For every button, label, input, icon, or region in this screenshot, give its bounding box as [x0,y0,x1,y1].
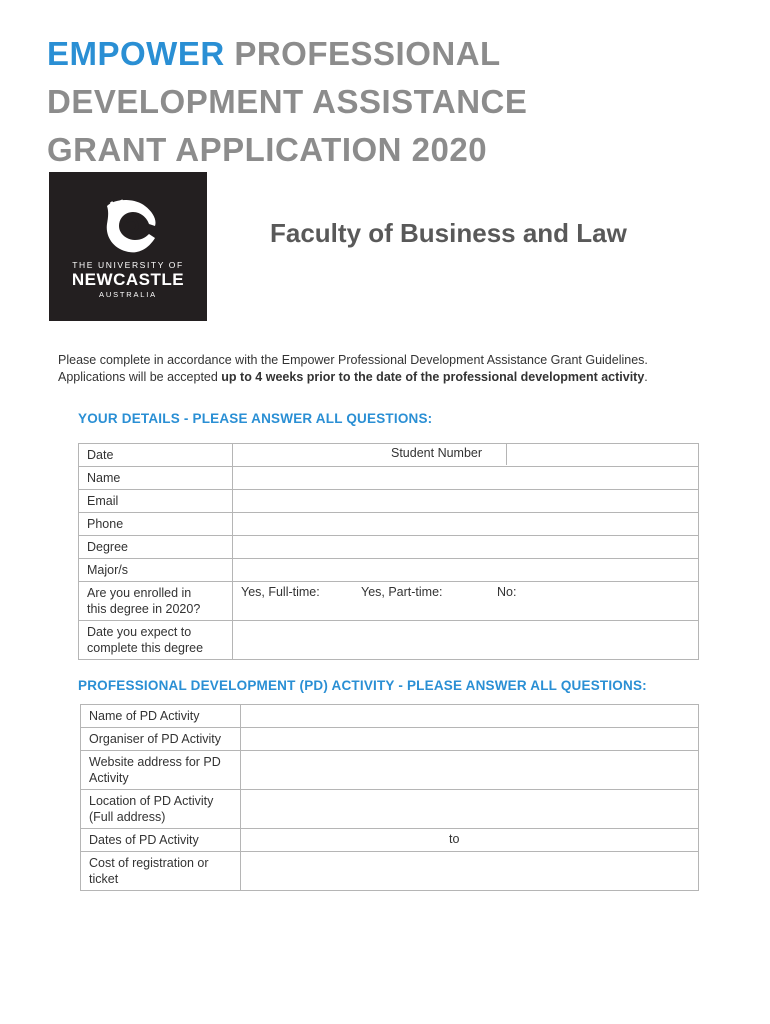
completion-date-field[interactable] [233,621,699,660]
pd-cost-label [81,852,241,891]
pd-website-label-line2: Activity [89,771,129,785]
page-title [47,30,747,174]
pd-cost-field[interactable] [241,852,699,891]
majors-label: Major/s [79,559,233,582]
completion-date-label [79,621,233,660]
university-logo [49,172,207,321]
enrolled-options [233,582,699,621]
faculty-name: Faculty of Business and Law [270,218,627,248]
pd-website-field[interactable] [241,751,699,790]
pd-dates-field[interactable] [241,829,699,852]
phone-field[interactable] [233,513,699,536]
your-details-heading: YOUR DETAILS - PLEASE ANSWER ALL QUESTIONS: [78,411,433,426]
intro-line1: Please complete in accordance with the Empower Professional Development Assistance Grant Guidelines. [58,353,648,367]
completion-label-line2: complete this degree [87,641,204,655]
option-no[interactable]: No: [497,585,517,599]
degree-field[interactable] [233,536,699,559]
logo-line1: THE UNIVERSITY OF [72,260,184,270]
majors-field[interactable] [233,559,699,582]
title-line3: GRANT APPLICATION 2020 [47,131,488,168]
logo-line2: NEWCASTLE [71,270,185,289]
pd-location-label [81,790,241,829]
intro-text [58,352,718,386]
pd-website-label-line1: Website address for PD [89,755,221,769]
enrolled-label [79,582,233,621]
option-part-time[interactable]: Yes, Part-time: [361,585,443,599]
date-label: Date [79,444,233,467]
name-label: Name [79,467,233,490]
date-and-student-number-field[interactable] [233,444,699,467]
intro-line2-bold: up to 4 weeks prior to the date of the professional development activity [221,370,645,384]
pd-name-label: Name of PD Activity [81,705,241,728]
intro-line2-end: . [644,370,648,384]
email-field[interactable] [233,490,699,513]
pd-cost-label-line1: Cost of registration or [89,856,209,870]
pd-location-label-line2: (Full address) [89,810,166,824]
email-label: Email [79,490,233,513]
enrolled-label-line1: Are you enrolled in [87,586,192,600]
pd-dates-label: Dates of PD Activity [81,829,241,852]
seahorse-icon [97,198,159,256]
pd-cost-label-line2: ticket [89,872,119,886]
degree-label: Degree [79,536,233,559]
pd-website-label [81,751,241,790]
pd-dates-to: to [449,832,460,846]
pd-name-field[interactable] [241,705,699,728]
title-line1-rest: PROFESSIONAL [224,35,501,72]
your-details-table [78,443,699,660]
pd-location-label-line1: Location of PD Activity [89,794,214,808]
pd-location-field[interactable] [241,790,699,829]
option-full-time[interactable]: Yes, Full-time: [241,585,320,599]
enrolled-label-line2: this degree in 2020? [87,602,201,616]
pd-organiser-label: Organiser of PD Activity [81,728,241,751]
completion-label-line1: Date you expect to [87,625,192,639]
name-field[interactable] [233,467,699,490]
phone-label: Phone [79,513,233,536]
pd-organiser-field[interactable] [241,728,699,751]
intro-line2-start: Applications will be accepted [58,370,222,384]
pd-activity-table [80,704,699,891]
title-line2: DEVELOPMENT ASSISTANCE [47,83,528,120]
student-number-label: Student Number [387,443,507,465]
title-accent: EMPOWER [47,35,225,72]
pd-activity-heading: PROFESSIONAL DEVELOPMENT (PD) ACTIVITY - PLEASE ANSWER ALL QUESTIONS: [78,678,647,693]
logo-line3: AUSTRALIA [99,290,157,299]
